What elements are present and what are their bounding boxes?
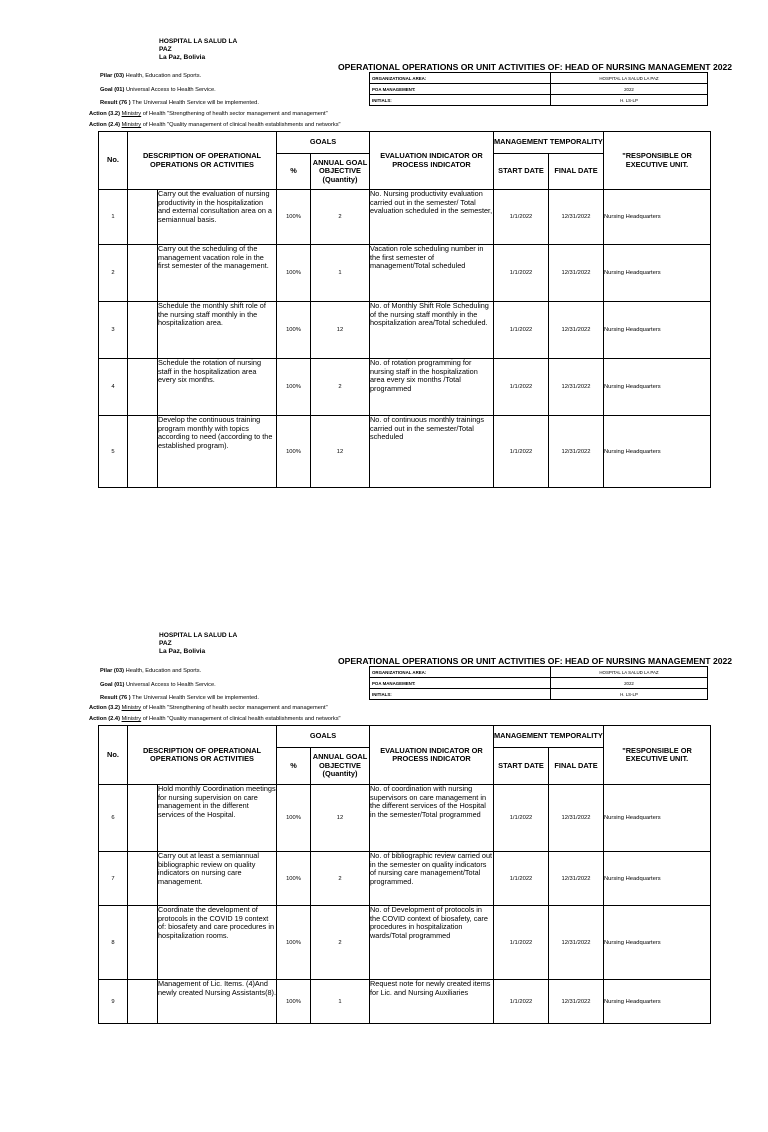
start-date: 1/1/2022 bbox=[494, 906, 549, 980]
final-date: 12/31/2022 bbox=[549, 190, 604, 245]
table-row bbox=[99, 980, 711, 1024]
spacer-cell bbox=[128, 190, 158, 245]
activity-description: Develop the continuous training program monthly with topics according to need (according to the established program). bbox=[158, 416, 277, 488]
action-line-1: Action (3.2) Ministry of Health "Strengthening of health sector management and management" bbox=[89, 111, 328, 117]
col-no-header: No. bbox=[99, 726, 128, 785]
poa-value: 2022 bbox=[551, 84, 708, 95]
goal-quantity: 2 bbox=[311, 906, 370, 980]
col-temporality-header: MANAGEMENT TEMPORALITY bbox=[494, 132, 604, 154]
responsible-unit: Nursing Headquarters bbox=[604, 852, 711, 906]
evaluation-indicator: No. of bibliographic review carried out in the semester on quality indicators of nursing care management/Total programmed. bbox=[370, 852, 494, 906]
spacer-cell bbox=[128, 785, 158, 852]
goal-quantity: 1 bbox=[311, 980, 370, 1024]
hospital-name-line1: HOSPITAL LA SALUD LA bbox=[159, 38, 238, 45]
activity-description: Schedule the rotation of nursing staff in the hospitalization area every six months. bbox=[158, 359, 277, 416]
goal-percent: 100% bbox=[277, 359, 311, 416]
responsible-unit: Nursing Headquarters bbox=[604, 785, 711, 852]
initials-label: INITIALS: bbox=[370, 95, 551, 106]
activities-table bbox=[98, 131, 711, 488]
result-line: Result (76 ) The Universal Health Service will be implemented. bbox=[100, 695, 259, 701]
document-title: OPERATIONAL OPERATIONS OR UNIT ACTIVITIES OF: HEAD OF NURSING MANAGEMENT 2022 bbox=[338, 656, 733, 666]
final-date: 12/31/2022 bbox=[549, 852, 604, 906]
responsible-unit: Nursing Headquarters bbox=[604, 359, 711, 416]
hospital-name-line1: HOSPITAL LA SALUD LA bbox=[159, 632, 238, 639]
evaluation-indicator: Vacation role scheduling number in the first semester of management/Total scheduled bbox=[370, 245, 494, 302]
hospital-location: La Paz, Bolivia bbox=[159, 648, 206, 655]
col-indicator-header: EVALUATION INDICATOR OR PROCESS INDICATOR bbox=[370, 132, 494, 190]
final-date: 12/31/2022 bbox=[549, 302, 604, 359]
goal-quantity: 2 bbox=[311, 359, 370, 416]
start-date: 1/1/2022 bbox=[494, 359, 549, 416]
col-indicator-header: EVALUATION INDICATOR OR PROCESS INDICATOR bbox=[370, 726, 494, 785]
start-date: 1/1/2022 bbox=[494, 190, 549, 245]
responsible-unit: Nursing Headquarters bbox=[604, 980, 711, 1024]
table-row bbox=[99, 416, 711, 488]
final-date: 12/31/2022 bbox=[549, 980, 604, 1024]
table-row bbox=[99, 359, 711, 416]
info-box bbox=[369, 72, 708, 106]
responsible-unit: Nursing Headquarters bbox=[604, 416, 711, 488]
row-number: 6 bbox=[99, 785, 128, 852]
spacer-cell bbox=[128, 359, 158, 416]
col-annual-header: ANNUAL GOAL OBJECTIVE (Quantity) bbox=[311, 748, 370, 785]
goal-percent: 100% bbox=[277, 416, 311, 488]
evaluation-indicator: No. Nursing productivity evaluation carried out in the semester/ Total evaluation scheduled in the semester, bbox=[370, 190, 494, 245]
col-description-header: DESCRIPTION OF OPERATIONAL OPERATIONS OR ACTIVITIES bbox=[128, 726, 277, 785]
initials-value: H. LS-LP bbox=[551, 95, 708, 106]
col-annual-header: ANNUAL GOAL OBJECTIVE (Quantity) bbox=[311, 154, 370, 190]
goal-quantity: 2 bbox=[311, 852, 370, 906]
goal-quantity: 12 bbox=[311, 785, 370, 852]
col-temporality-header: MANAGEMENT TEMPORALITY bbox=[494, 726, 604, 748]
row-number: 5 bbox=[99, 416, 128, 488]
goal-quantity: 12 bbox=[311, 302, 370, 359]
evaluation-indicator: No. of continuous monthly trainings carried out in the semester/Total scheduled bbox=[370, 416, 494, 488]
goal-percent: 100% bbox=[277, 190, 311, 245]
org-area-label: ORGANIZATIONAL AREA: bbox=[370, 73, 551, 84]
start-date: 1/1/2022 bbox=[494, 852, 549, 906]
col-no-header: No. bbox=[99, 132, 128, 190]
spacer-cell bbox=[128, 980, 158, 1024]
final-date: 12/31/2022 bbox=[549, 245, 604, 302]
col-description-header: DESCRIPTION OF OPERATIONAL OPERATIONS OR ACTIVITIES bbox=[128, 132, 277, 190]
spacer-cell bbox=[128, 852, 158, 906]
activity-description: Schedule the monthly shift role of the nursing staff monthly in the hospitalization area. bbox=[158, 302, 277, 359]
goal-percent: 100% bbox=[277, 980, 311, 1024]
col-responsible-header: "RESPONSIBLE OR EXECUTIVE UNIT. bbox=[604, 726, 711, 785]
row-number: 9 bbox=[99, 980, 128, 1024]
org-area-value: HOSPITAL LA SALUD LA PAZ bbox=[551, 667, 708, 678]
spacer-cell bbox=[128, 302, 158, 359]
table-row bbox=[99, 302, 711, 359]
result-line: Result (76 ) The Universal Health Service will be implemented. bbox=[100, 100, 259, 106]
pillar-line: Pilar (03) Health, Education and Sports. bbox=[100, 73, 202, 79]
row-number: 3 bbox=[99, 302, 128, 359]
row-number: 2 bbox=[99, 245, 128, 302]
info-box bbox=[369, 666, 708, 700]
evaluation-indicator: No. of Development of protocols in the COVID context of biosafety, care procedures in hospitalization wards/Total programmed bbox=[370, 906, 494, 980]
spacer-cell bbox=[128, 906, 158, 980]
final-date: 12/31/2022 bbox=[549, 359, 604, 416]
responsible-unit: Nursing Headquarters bbox=[604, 302, 711, 359]
document-title: OPERATIONAL OPERATIONS OR UNIT ACTIVITIES OF: HEAD OF NURSING MANAGEMENT 2022 bbox=[338, 62, 733, 72]
col-percent-header: % bbox=[277, 154, 311, 190]
goal-quantity: 1 bbox=[311, 245, 370, 302]
final-date: 12/31/2022 bbox=[549, 785, 604, 852]
col-responsible-header: "RESPONSIBLE OR EXECUTIVE UNIT. bbox=[604, 132, 711, 190]
row-number: 1 bbox=[99, 190, 128, 245]
table-row bbox=[99, 852, 711, 906]
action-line-2: Action (2.4) Ministry of Health "Quality management of clinical health establishments and networks" bbox=[89, 122, 341, 128]
responsible-unit: Nursing Headquarters bbox=[604, 906, 711, 980]
action-line-2: Action (2.4) Ministry of Health "Quality management of clinical health establishments and networks" bbox=[89, 716, 341, 722]
poa-label: POA MANAGEMENT: bbox=[370, 84, 551, 95]
evaluation-indicator: No. of Monthly Shift Role Scheduling of the nursing staff monthly in the hospitalization area/Total scheduled. bbox=[370, 302, 494, 359]
col-goals-header: GOALS bbox=[277, 132, 370, 154]
document-page-1 bbox=[0, 38, 768, 538]
col-final-header: FINAL DATE bbox=[549, 748, 604, 785]
goal-quantity: 2 bbox=[311, 190, 370, 245]
table-row bbox=[99, 906, 711, 980]
initials-value: H. LS-LP bbox=[551, 689, 708, 700]
start-date: 1/1/2022 bbox=[494, 245, 549, 302]
goal-percent: 100% bbox=[277, 852, 311, 906]
final-date: 12/31/2022 bbox=[549, 906, 604, 980]
evaluation-indicator: No. of coordination with nursing supervisors on care management in the different services of the Hospital in the semester/Total programmed bbox=[370, 785, 494, 852]
responsible-unit: Nursing Headquarters bbox=[604, 190, 711, 245]
activity-description: Coordinate the development of protocols in the COVID 19 context of: biosafety and care procedures in hospitalization rooms. bbox=[158, 906, 277, 980]
activity-description: Carry out the evaluation of nursing productivity in the hospitalization and external consultation area on a semiannual basis. bbox=[158, 190, 277, 245]
goal-line: Goal (01) Universal Access to Health Service. bbox=[100, 682, 216, 688]
table-row bbox=[99, 190, 711, 245]
start-date: 1/1/2022 bbox=[494, 416, 549, 488]
col-start-header: START DATE bbox=[494, 748, 549, 785]
col-final-header: FINAL DATE bbox=[549, 154, 604, 190]
hospital-name-line2: PAZ bbox=[159, 46, 172, 53]
poa-value: 2022 bbox=[551, 678, 708, 689]
spacer-cell bbox=[128, 245, 158, 302]
col-goals-header: GOALS bbox=[277, 726, 370, 748]
hospital-name-line2: PAZ bbox=[159, 640, 172, 647]
spacer-cell bbox=[128, 416, 158, 488]
hospital-heading bbox=[159, 38, 269, 62]
row-number: 4 bbox=[99, 359, 128, 416]
col-start-header: START DATE bbox=[494, 154, 549, 190]
start-date: 1/1/2022 bbox=[494, 785, 549, 852]
col-percent-header: % bbox=[277, 748, 311, 785]
goal-percent: 100% bbox=[277, 906, 311, 980]
goal-percent: 100% bbox=[277, 302, 311, 359]
table-row bbox=[99, 785, 711, 852]
table-row bbox=[99, 245, 711, 302]
activity-description: Carry out the scheduling of the management vacation role in the first semester of the management. bbox=[158, 245, 277, 302]
action-line-1: Action (3.2) Ministry of Health "Strengthening of health sector management and management" bbox=[89, 705, 328, 711]
document-page-2 bbox=[0, 632, 768, 1132]
pillar-line: Pilar (03) Health, Education and Sports. bbox=[100, 668, 202, 674]
activity-description: Carry out at least a semiannual bibliographic review on quality indicators on nursing care management. bbox=[158, 852, 277, 906]
evaluation-indicator: No. of rotation programming for nursing staff in the hospitalization area every six months /Total programmed bbox=[370, 359, 494, 416]
initials-label: INITIALS: bbox=[370, 689, 551, 700]
start-date: 1/1/2022 bbox=[494, 980, 549, 1024]
hospital-location: La Paz, Bolivia bbox=[159, 54, 206, 61]
start-date: 1/1/2022 bbox=[494, 302, 549, 359]
org-area-label: ORGANIZATIONAL AREA: bbox=[370, 667, 551, 678]
row-number: 7 bbox=[99, 852, 128, 906]
activities-table bbox=[98, 725, 711, 1024]
hospital-heading bbox=[159, 632, 269, 656]
org-area-value: HOSPITAL LA SALUD LA PAZ bbox=[551, 73, 708, 84]
goal-percent: 100% bbox=[277, 785, 311, 852]
evaluation-indicator: Request note for newly created items for Lic. and Nursing Auxiliaries bbox=[370, 980, 494, 1024]
responsible-unit: Nursing Headquarters bbox=[604, 245, 711, 302]
goal-percent: 100% bbox=[277, 245, 311, 302]
activity-description: Hold monthly Coordination meetings for nursing supervision on care management in the different services of the Hospital. bbox=[158, 785, 277, 852]
goal-line: Goal (01) Universal Access to Health Service. bbox=[100, 87, 216, 93]
final-date: 12/31/2022 bbox=[549, 416, 604, 488]
activity-description: Management of Lic. Items. (4)And newly created Nursing Assistants(8). bbox=[158, 980, 277, 1024]
goal-quantity: 12 bbox=[311, 416, 370, 488]
row-number: 8 bbox=[99, 906, 128, 980]
poa-label: POA MANAGEMENT: bbox=[370, 678, 551, 689]
